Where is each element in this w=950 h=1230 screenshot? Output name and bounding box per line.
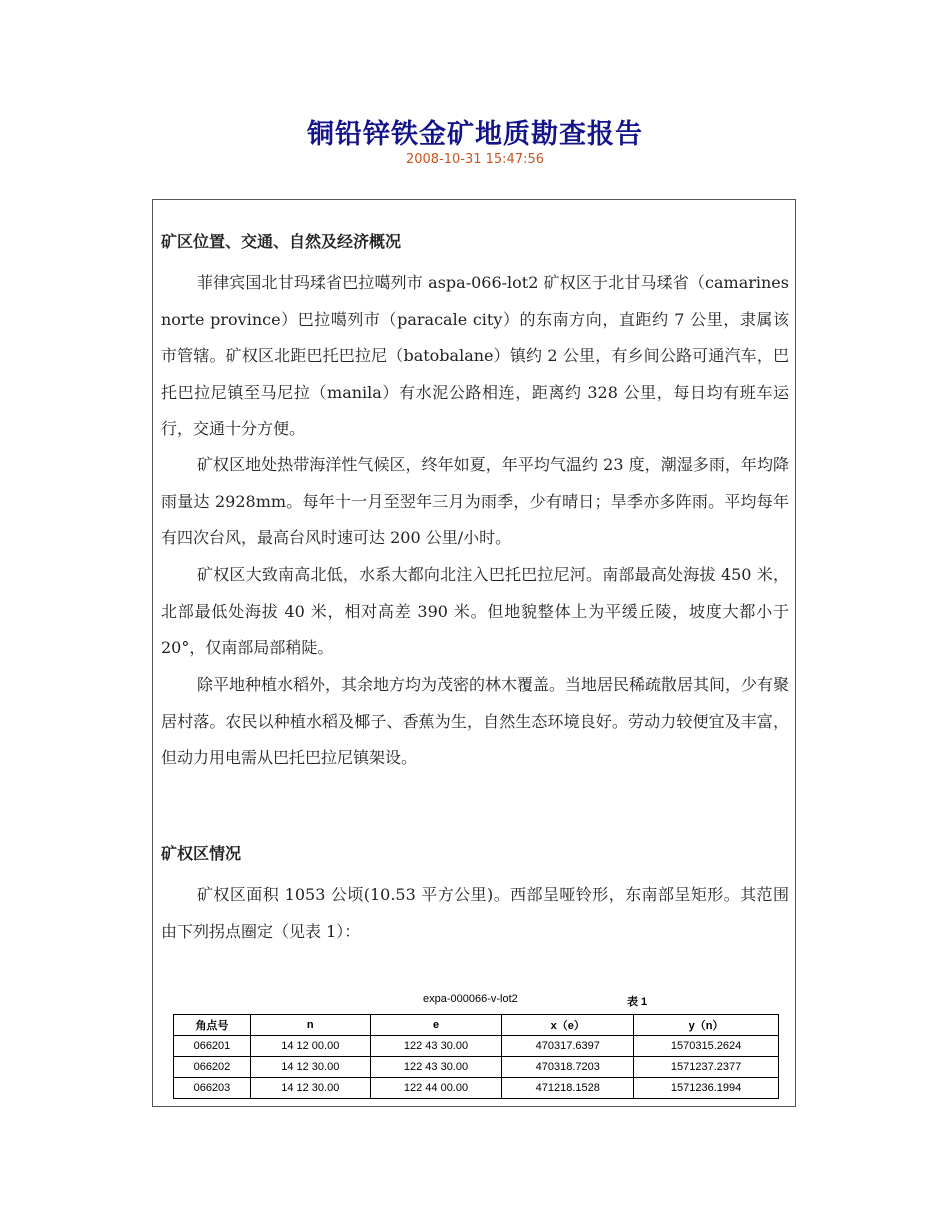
publish-datetime: 2008-10-31 15:47:56: [405, 152, 545, 167]
section-heading-location: 矿区位置、交通、自然及经济概况: [161, 232, 402, 251]
paragraph-mining-right: 矿权区面积 1053 公顷(10.53 平方公里)。西部呈哑铃形，东南部呈矩形。其范围由下列拐点圈定（见表 1）：: [161, 885, 789, 941]
cell-corner-id: 066203: [174, 1078, 251, 1099]
cell-x: 470317.6397: [502, 1036, 634, 1057]
header-e: e: [370, 1015, 502, 1036]
header-corner-id: 角点号: [174, 1015, 251, 1036]
cell-e: 122 43 30.00: [370, 1036, 502, 1057]
cell-n: 14 12 30.00: [250, 1078, 370, 1099]
header-n: n: [250, 1015, 370, 1036]
paragraph-terrain: 矿权区大致南高北低，水系大都向北注入巴托巴拉尼河。南部最高处海拔 450 米，北部最低处海拔 40 米，相对高差 390 米。但地貌整体上为平缓丘陵，坡度大都小于 20°，仅南部局部稍陡。: [161, 565, 789, 658]
cell-n: 14 12 00.00: [250, 1036, 370, 1057]
header-x: x（e）: [502, 1015, 634, 1036]
report-frame: [152, 199, 796, 1107]
page-title: 铜铅锌铁金矿地质勘查报告: [307, 119, 643, 150]
cell-n: 14 12 30.00: [250, 1057, 370, 1078]
cell-e: 122 43 30.00: [370, 1057, 502, 1078]
cell-corner-id: 066202: [174, 1057, 251, 1078]
cell-corner-id: 066201: [174, 1036, 251, 1057]
cell-y: 1571236.1994: [634, 1078, 779, 1099]
table-caption: [161, 993, 789, 1011]
paragraph-economy: 除平地种植水稻外，其余地方均为茂密的林木覆盖。当地居民稀疏散居其间，少有聚居村落。农民以种植水稻及椰子、香蕉为生，自然生态环境良好。劳动力较便宜及丰富，但动力用电需从巴托巴拉尼镇架设。: [161, 675, 790, 768]
corner-points-table: [173, 1014, 779, 1099]
cell-x: 470318.7203: [502, 1057, 634, 1078]
table-row: [174, 1036, 779, 1057]
section-heading-mining-right: 矿权区情况: [161, 844, 242, 863]
paragraph-location: 菲律宾国北甘玛瑈省巴拉噶列市 aspa-066-lot2 矿权区于北甘马瑈省（camarines norte province）巴拉噶列市（paracale city）的东南方向，直距约 7 公里，隶属该市管辖。矿权区北距巴托巴拉尼（batobalane）镇约 2 公里，有乡间公路可通汽车，巴托巴拉尼镇至马尼拉（manila）有水泥公路相连，距离约 328 公里，每日均有班车运行，交通十分方便。: [161, 273, 789, 439]
paragraph-climate: 矿权区地处热带海洋性气候区，终年如夏，年平均气温约 23 度，潮湿多雨，年均降雨量达 2928mm。每年十一月至翌年三月为雨季，少有晴日；旱季亦多阵雨。平均每年有四次台风，最高台风时速可达 200 公里/小时。: [161, 455, 789, 548]
table-row: [174, 1078, 779, 1099]
table-code: expa-000066-v-lot2: [423, 993, 518, 1005]
cell-x: 471218.1528: [502, 1078, 634, 1099]
header-y: y（n）: [634, 1015, 779, 1036]
cell-e: 122 44 00.00: [370, 1078, 502, 1099]
table-number: 表 1: [627, 996, 648, 1008]
table-row: [174, 1057, 779, 1078]
cell-y: 1571237.2377: [634, 1057, 779, 1078]
table-header-row: [174, 1015, 779, 1036]
cell-y: 1570315.2624: [634, 1036, 779, 1057]
